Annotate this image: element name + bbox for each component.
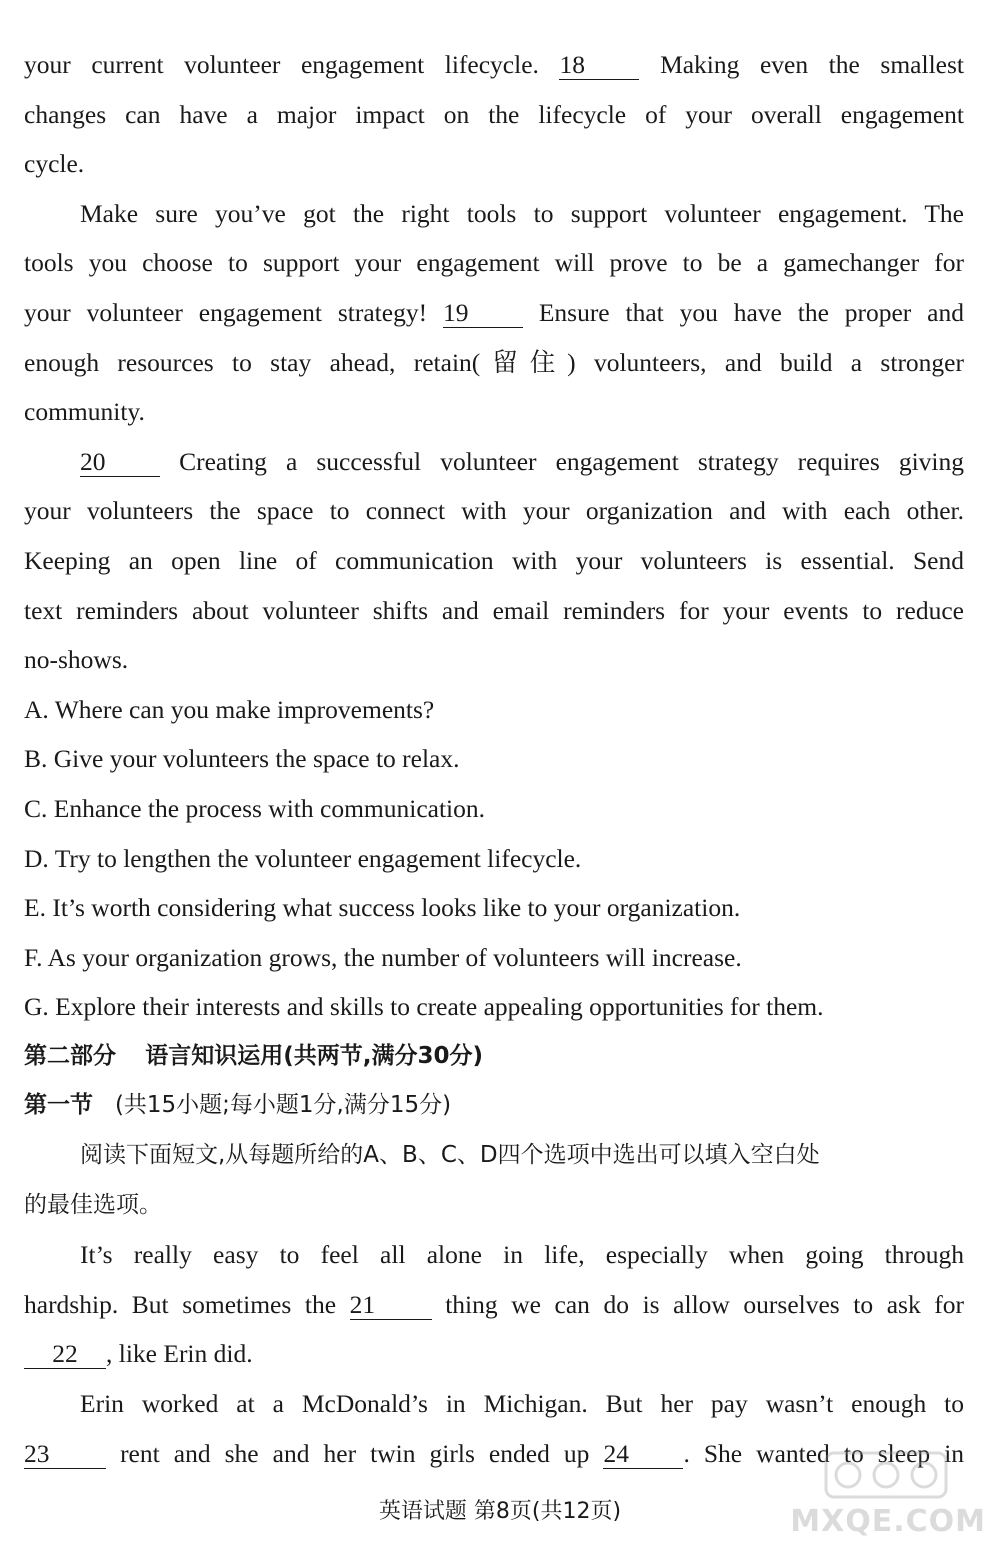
exam-page-body bbox=[24, 40, 964, 1478]
blank-23: 23 bbox=[24, 1440, 106, 1469]
watermark-text: MXQE.COM bbox=[790, 1504, 986, 1539]
section1-heading: 第一节 (共15小题;每小题1分,满分15分) bbox=[24, 1092, 452, 1119]
instruction-line: 阅读下面短文,从每题所给的A、B、C、D四个选项中选出可以填入空白处 bbox=[80, 1142, 820, 1169]
option-c: C. Enhance the process with communication. bbox=[24, 793, 486, 823]
passage1-line: your current volunteer engagement lifecycle. 18 Making even the smallest bbox=[24, 50, 964, 79]
passage1-line: changes can have a major impact on the lifecycle of your overall engagement bbox=[24, 99, 964, 129]
passage1-line: Keeping an open line of communication with your volunteers is essential. Send bbox=[24, 545, 964, 575]
passage1-line: your volunteer engagement strategy! 19 Ensure that you have the proper and bbox=[24, 297, 964, 327]
option-b: B. Give your volunteers the space to relax. bbox=[24, 744, 460, 774]
passage2-line: 22 , like Erin did. bbox=[24, 1329, 964, 1379]
passage2-line: hardship. But sometimes the 21 thing we can do is allow ourselves to ask for bbox=[24, 1289, 965, 1319]
passage2-line: Erin worked at a McDonald’s in Michigan. But her pay wasn’t enough to bbox=[80, 1389, 964, 1419]
passage1-line: text reminders about volunteer shifts and email reminders for your events to reduce bbox=[24, 595, 964, 625]
passage2-line: It’s really easy to feel all alone in life, especially when going through bbox=[80, 1240, 964, 1270]
passage1-line: your volunteers the space to connect with your organization and with each other. bbox=[24, 496, 964, 526]
option-d: D. Try to lengthen the volunteer engagement lifecycle. bbox=[24, 843, 582, 873]
passage1-line: 20 Creating a successful volunteer engagement strategy requires giving bbox=[80, 446, 965, 476]
watermark-logo bbox=[786, 1449, 986, 1539]
passage1-line: no-shows. bbox=[24, 645, 129, 675]
instruction-line: 的最佳选项。 bbox=[24, 1191, 162, 1218]
option-e: E. It’s worth considering what success looks like to your organization. bbox=[24, 893, 741, 923]
blank-21: 21 bbox=[350, 1291, 432, 1320]
passage1-line: cycle. bbox=[24, 149, 85, 179]
passage1-line: community. bbox=[24, 397, 145, 427]
blank-18: 18 bbox=[559, 51, 639, 80]
option-a: A. Where can you make improvements? bbox=[24, 694, 435, 724]
passage1-line: Make sure you’ve got the right tools to support volunteer engagement. The bbox=[80, 198, 964, 228]
passage2-line: 23 rent and she and her twin girls ended up 24 . She wanted to sleep in bbox=[24, 1438, 965, 1468]
blank-19: 19 bbox=[443, 299, 523, 328]
blank-22: 22 bbox=[24, 1340, 106, 1369]
page-footer: 英语试题 第8页(共12页) bbox=[378, 1499, 622, 1524]
blank-24: 24 bbox=[603, 1440, 683, 1469]
part2-heading: 第二部分 语言知识运用(共两节,满分30分) bbox=[24, 1042, 484, 1069]
option-g: G. Explore their interests and skills to create appealing opportunities for them. bbox=[24, 992, 824, 1022]
passage1-line: tools you choose to support your engagement will prove to be a gamechanger for bbox=[24, 248, 964, 278]
passage1-line: enough resources to stay ahead, retain(留住) volunteers, and build a stronger bbox=[24, 347, 964, 377]
option-f: F. As your organization grows, the number of volunteers will increase. bbox=[24, 942, 742, 972]
blank-20: 20 bbox=[80, 448, 160, 477]
